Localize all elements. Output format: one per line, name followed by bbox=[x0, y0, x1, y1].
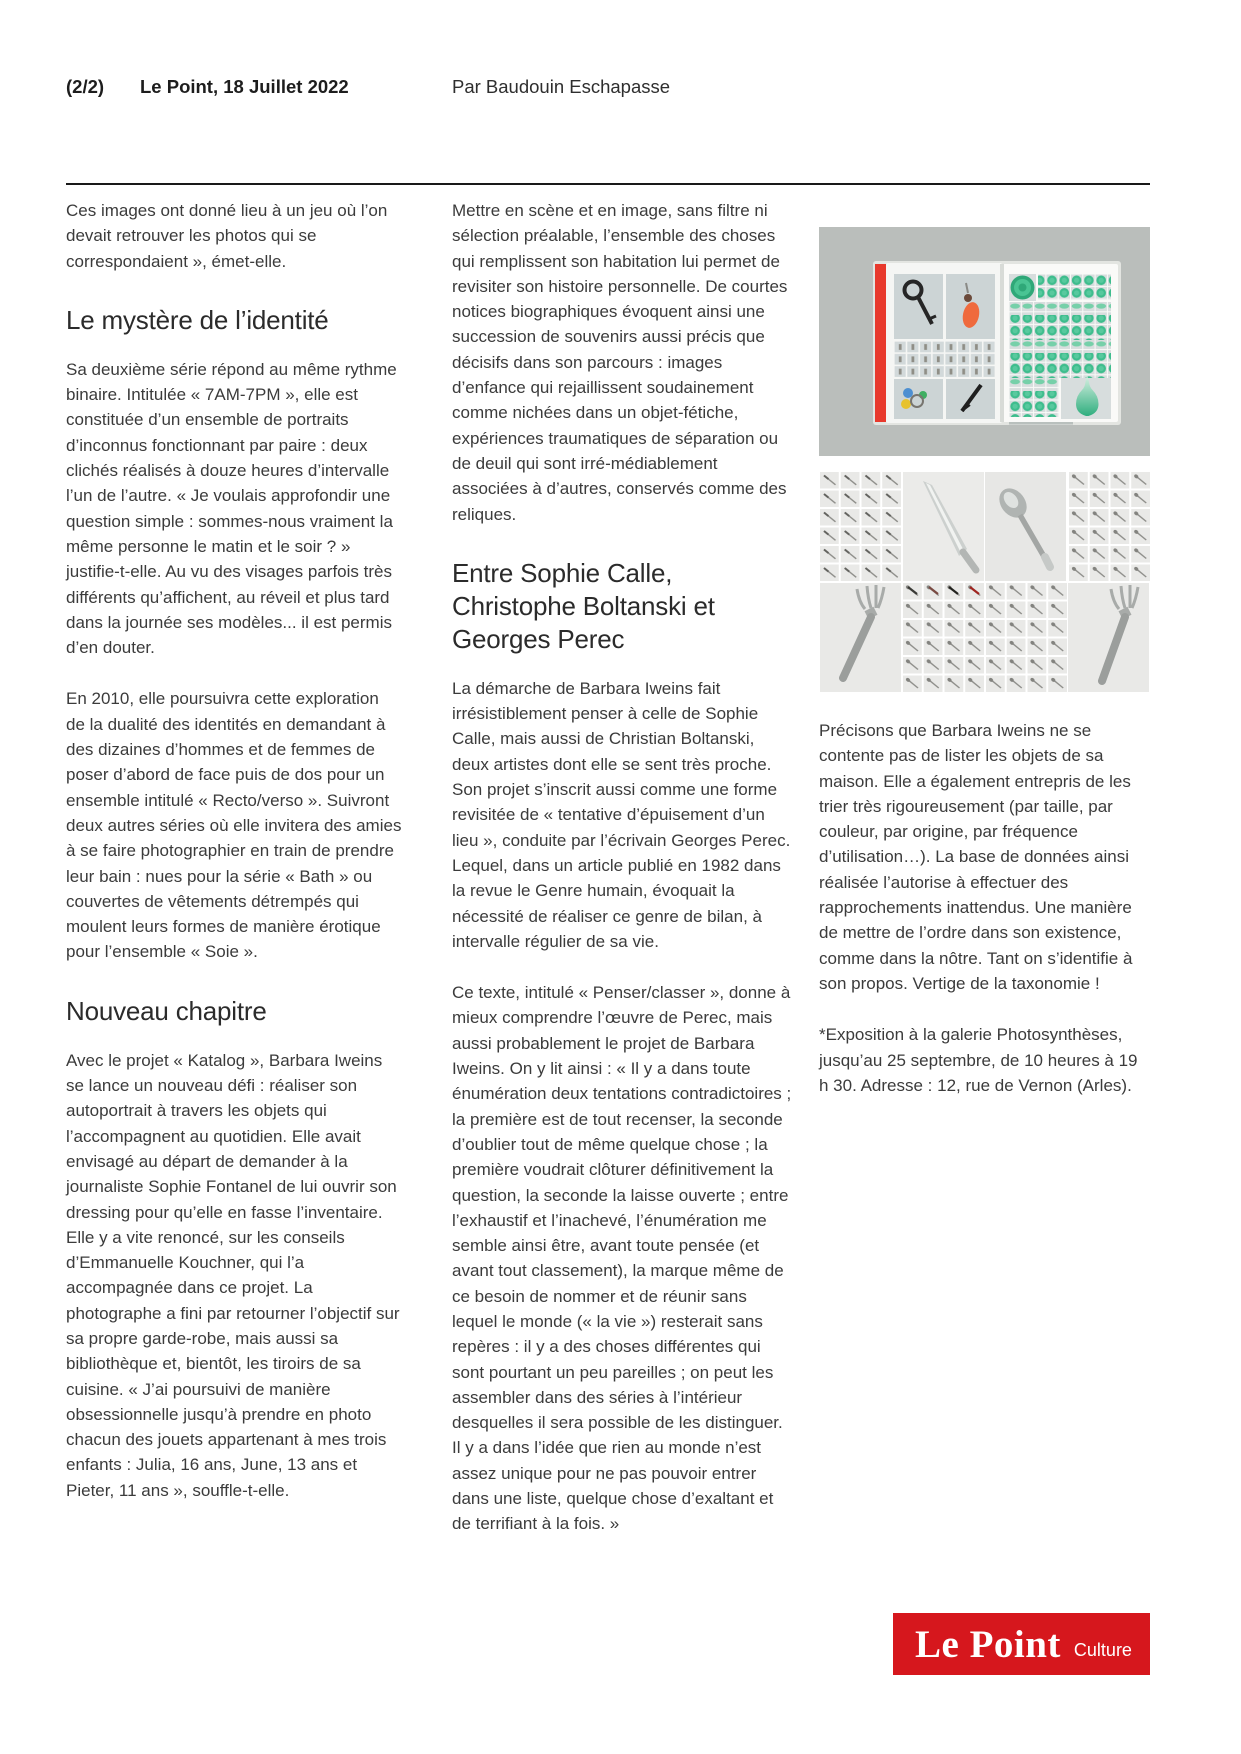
column-1 bbox=[66, 198, 402, 1529]
paragraph: Précisons que Barbara Iweins ne se contente pas de lister les objets de sa maison. Elle a également entrepris de les trier très rigoureusement (par taille, par couleur, par origine, par fréquence d’utilisation…). La base de données ainsi réalisée l’autorise à effectuer des rapprochements inattendus. Une manière de mettre de l’ordre dans son existence, comme dans la nôtre. Tant on s’identifie à son propos. Vertige de la taxonomie ! bbox=[819, 721, 1133, 993]
byline: Par Baudouin Eschapasse bbox=[452, 76, 671, 97]
column-3 bbox=[819, 227, 1150, 1124]
paragraph: Ces images ont donné lieu à un jeu où l’on devait retrouver les photos qui se correspondaient », émet-elle. bbox=[66, 201, 388, 271]
small-mixed-tiles bbox=[902, 582, 1068, 693]
paragraph: Avec le projet « Katalog », Barbara Iweins se lance un nouveau défi : réaliser son autoportrait à travers les objets qui l’accompagnent au quotidien. Elle avait envisagé au départ de demander à la journaliste Sophie Fontanel de lui ouvrir son dressing pour qu’elle en fasse l’inventaire. Elle y a vite renoncé, sur les conseils d’Emmanuelle Kouchner, qui l’a accompagnée dans ce projet. La photographe a fini par retourner l’objectif sur sa propre garde-robe, mais aussi sa bibliothèque et, bientôt, les tiroirs de sa cuisine. « J’ai poursuivi de manière obsessionnelle jusqu’à prendre en photo chacun des jouets appartenant à mes trois enfants : Julia, 16 ans, June, 13 ans et Pieter, 11 ans », souffle-t-elle. bbox=[66, 1050, 400, 1500]
cutlery-photo-illustration bbox=[819, 471, 1150, 693]
lepoint-section-label: Culture bbox=[1073, 1640, 1132, 1660]
lepoint-brand-wordmark: Le Point bbox=[915, 1622, 1061, 1666]
page-indicator: (2/2) bbox=[66, 76, 105, 97]
paragraph: En 2010, elle poursuivra cette exploration de la dualité des identités en demandant à des dizaines d’hommes et de femmes de poser d’abord de face puis de dos pour un ensemble intitulé « Recto/verso ». Suivront deux autres séries où elle invitera des amies à se faire photographier en train de prendre leur bain : nues pour la série « Bath » ou couvertes de vêtements détrempés qui moulent leurs formes de manière érotique pour l’ensemble « Soie ». bbox=[66, 689, 402, 962]
cutlery-grid-photo bbox=[819, 471, 1150, 693]
book-photo-illustration bbox=[819, 227, 1150, 456]
section-heading-calle-boltanski-perec: Entre Sophie Calle, Christophe Boltanski et Georges Perec bbox=[452, 557, 715, 654]
red-book-spine bbox=[875, 264, 886, 422]
paragraph: Ce texte, intitulé « Penser/classer », donne à mieux comprendre l’œuvre de Perec, mais aussi probablement le projet de Barbara Iweins. On y lit ainsi : « Il y a dans toute énumération deux tentations contradictoires ; la première est de tout recenser, la seconde d’oublier tout de même quelque chose ; la première voudrait clôturer définitivement la question, la seconde la laisse ouverte ; entre l’exhaustif et l’inachevé, l’énumération me semble ainsi être, avant toute pensée (et avant tout classement), la marque même de ce besoin de nommer et de réunir sans lequel le monde (« la vie ») resterait sans repères : il y a des choses différentes qui sont pourtant un peu pareilles ; on peut les assembler dans des séries à l’intérieur desquelles il sera possible de les distinguer. Il y a dans l’idée que rien au monde n’est assez unique pour ne pas pouvoir entrer dans une liste, quelque chose d’exaltant et de terrifiant à la fois. » bbox=[452, 983, 792, 1534]
publication-title: Le Point, 18 Juillet 2022 bbox=[140, 76, 349, 97]
paragraph: Sa deuxième série répond au même rythme binaire. Intitulée « 7AM-7PM », elle est constituée d’un ensemble de portraits d’inconnus fonctionnant par paire : deux clichés réalisés à douze heures d’intervalle l’un de l’autre. « Je voulais approfondir une question simple : sommes-nous vraiment la même personne le matin et le soir ? » justifie-t-elle. Au vu des visages parfois très différents qu’affichent, au réveil et plus tard dans la journée ses modèles... il est permis d’en douter. bbox=[66, 359, 397, 658]
section-heading-new-chapter: Nouveau chapitre bbox=[66, 995, 267, 1026]
lepoint-logo bbox=[893, 1613, 1150, 1675]
header-divider bbox=[66, 183, 1150, 185]
small-spoons-tiles bbox=[1068, 471, 1150, 582]
column-2 bbox=[452, 198, 792, 1563]
book-catalog-photo bbox=[819, 227, 1150, 456]
paragraph: La démarche de Barbara Iweins fait irrésistiblement penser à celle de Sophie Calle, mais aussi de Christian Boltanski, deux artistes dont elle se sent très proche. Son projet s’inscrit aussi comme une forme revisitée de « tentative d’épuisement d’un lieu », conduite par l’écrivain Georges Perec. Lequel, dans un article publié en 1982 dans la revue le Genre humain, évoquait la nécessité de réaliser ce genre de bilan, à intervalle régulier de sa vie. bbox=[452, 678, 791, 951]
paragraph: Mettre en scène et en image, sans filtre ni sélection préalable, l’ensemble des choses qui remplissent son habitation lui permet de revisiter son histoire personnelle. De courtes notices biographiques évoquent ainsi une succession de souvenirs aussi précis que décisifs dans son parcours : images d’enfance qui rejaillissent soudainement comme nichées dans un objet-fétiche, expériences traumatiques de séparation ou de deuil qui sont irré-médiablement associées à d’autres, conservés comme des reliques. bbox=[452, 201, 788, 524]
small-knives-tiles bbox=[819, 471, 902, 582]
section-heading-identity: Le mystère de l’identité bbox=[66, 304, 329, 335]
exposition-note: *Exposition à la galerie Photosynthèses, jusqu’au 25 septembre, de 10 heures à 19 h 30. Adresse : 12, rue de Vernon (Arles). bbox=[819, 1025, 1138, 1095]
